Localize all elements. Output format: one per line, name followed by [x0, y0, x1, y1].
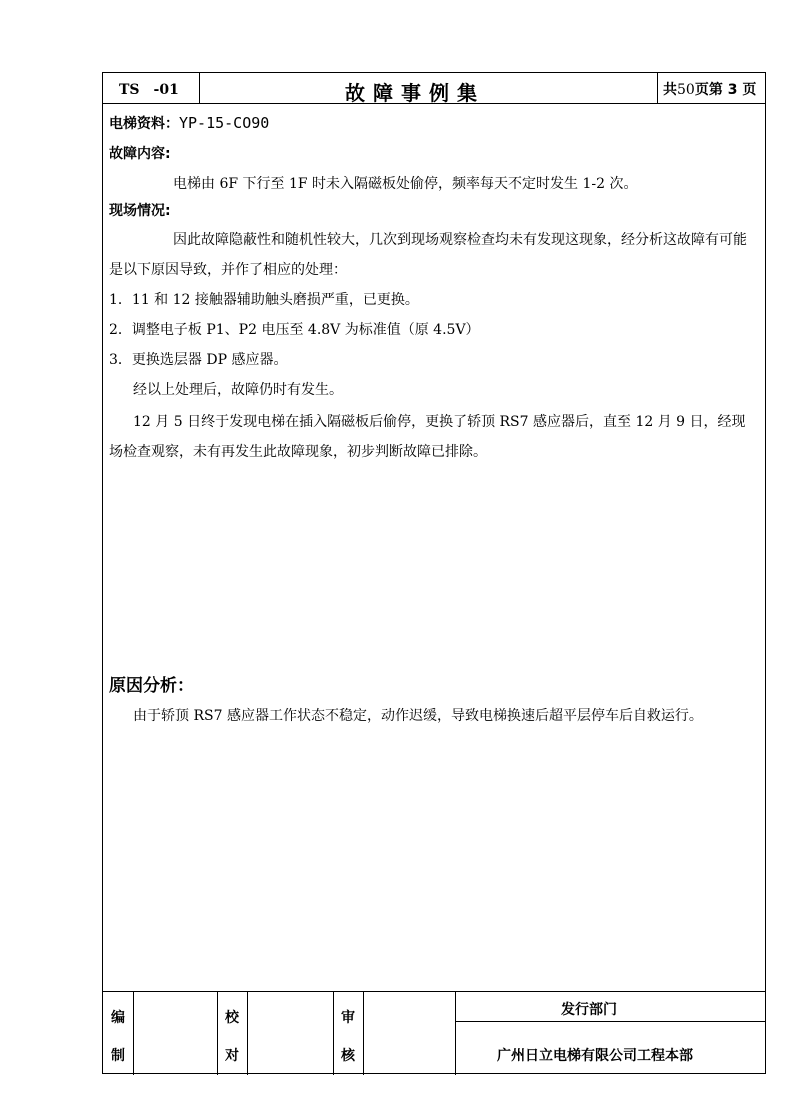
footer-separator [217, 991, 218, 1075]
site-paragraph: 12 月 5 日终于发现电梯在插入隔磁板后偷停，更换了轿顶 RS7 感应器后，直至 12 月 9 日，经现场检查观察，未有再发生此故障现象，初步判断故障已排除。 [109, 414, 746, 460]
elevator-label: 电梯资料： [109, 116, 179, 132]
approved-label-1: 审 [341, 1010, 355, 1026]
compiled-label-2: 制 [111, 1048, 125, 1064]
elevator-info [109, 113, 269, 133]
footer-separator [363, 991, 364, 1075]
site-item: 1．11 和 12 接触器辅助触头磨损严重，已更换。 [109, 292, 419, 308]
footer-separator [333, 991, 334, 1075]
header-separator [199, 73, 200, 103]
page-suffix: 页 [742, 82, 757, 98]
page-mid: 页第 [694, 82, 723, 98]
page-current: 3 [727, 82, 738, 98]
approved-label-2: 核 [341, 1048, 355, 1064]
footer-divider [455, 1021, 765, 1022]
footer-separator [455, 991, 456, 1075]
compiled-label-1: 编 [111, 1010, 125, 1026]
fault-label: 故障内容: [109, 146, 171, 162]
page-indicator [663, 79, 756, 99]
analysis-label: 原因分析： [109, 676, 194, 696]
document-title: 故障事例集 [345, 81, 485, 105]
issuing-dept-label: 发行部门 [561, 1002, 617, 1018]
footer-separator [247, 991, 248, 1075]
page-total: 50 [677, 82, 695, 98]
fault-description: 电梯由 6F 下行至 1F 时未入隔磁板处偷停，频率每天不定时发生 1-2 次。 [173, 176, 638, 192]
elevator-model: YP-15-CO90 [179, 114, 270, 132]
document-frame [102, 72, 766, 1074]
site-item: 3．更换选层器 DP 感应器。 [109, 352, 288, 368]
site-item: 2．调整电子板 P1、P2 电压至 4.8V 为标准值（原 4.5V） [109, 322, 480, 338]
issuing-dept-name: 广州日立电梯有限公司工程本部 [497, 1048, 693, 1064]
checked-label-1: 校 [225, 1010, 239, 1026]
site-paragraph: 因此故障隐蔽性和随机性较大，几次到现场观察检查均未有发现这现象，经分析这故障有可能是以下原因导致，并作了相应的处理： [109, 232, 747, 278]
footer-divider [103, 991, 765, 992]
document-code: TS -01 [119, 82, 179, 98]
footer-separator [133, 991, 134, 1075]
site-label: 现场情况: [109, 203, 171, 219]
site-paragraph: 经以上处理后，故障仍时有发生。 [133, 382, 343, 398]
checked-label-2: 对 [225, 1048, 239, 1064]
header-separator [657, 73, 658, 103]
page-prefix: 共 [663, 82, 677, 98]
analysis-text: 由于轿顶 RS7 感应器工作状态不稳定，动作迟缓，导致电梯换速后超平层停车后自救运行。 [133, 708, 703, 724]
